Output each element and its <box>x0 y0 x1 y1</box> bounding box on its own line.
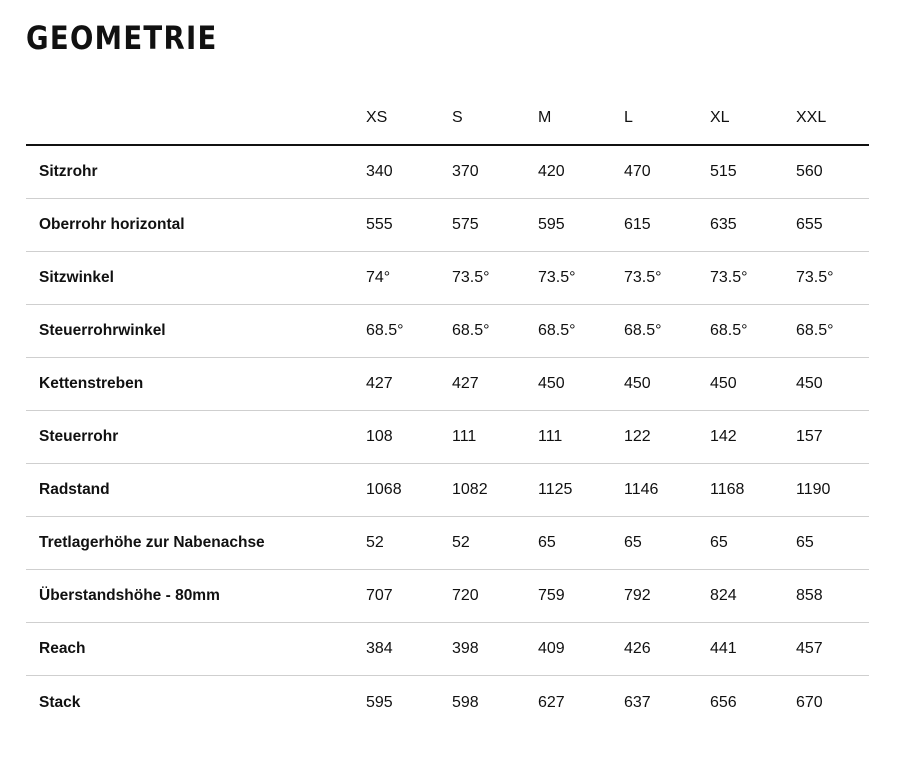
table-cell: 68.5° <box>452 322 490 339</box>
table-cell: 670 <box>796 693 823 711</box>
geometry-table <box>26 92 869 729</box>
table-cell: 792 <box>624 587 651 604</box>
table-cell: 457 <box>796 640 823 657</box>
column-header: XXL <box>796 109 827 126</box>
table-cell: 65 <box>624 534 642 551</box>
row-label: Steuerrohr <box>39 428 119 445</box>
table-row <box>26 199 869 252</box>
table-cell: 450 <box>538 375 565 392</box>
table-cell: 108 <box>366 428 393 445</box>
table-cell: 655 <box>796 216 823 233</box>
table-cell: 555 <box>366 216 393 233</box>
row-label: Oberrohr horizontal <box>39 216 185 233</box>
table-row <box>26 305 869 358</box>
table-cell: 427 <box>366 375 393 392</box>
table-cell: 68.5° <box>796 322 834 339</box>
table-cell: 656 <box>710 693 737 711</box>
table-cell: 157 <box>796 428 823 445</box>
row-label: Sitzwinkel <box>39 269 114 286</box>
table-cell: 858 <box>796 587 823 604</box>
table-row <box>26 623 869 676</box>
table-cell: 759 <box>538 587 565 604</box>
table-cell: 450 <box>624 375 651 392</box>
table-cell: 65 <box>796 534 814 551</box>
table-cell: 575 <box>452 216 479 233</box>
column-header: XS <box>366 109 388 126</box>
table-cell: 615 <box>624 216 651 233</box>
table-row <box>26 411 869 464</box>
table-cell: 68.5° <box>710 322 748 339</box>
row-label: Überstandshöhe - 80mm <box>39 587 220 604</box>
table-cell: 635 <box>710 216 737 233</box>
table-row <box>26 676 869 729</box>
table-cell: 1068 <box>366 481 402 498</box>
table-cell: 595 <box>366 693 393 711</box>
table-cell: 65 <box>538 534 556 551</box>
table-cell: 1190 <box>796 481 831 498</box>
table-cell: 52 <box>366 534 384 551</box>
table-cell: 73.5° <box>796 269 834 286</box>
table-cell: 450 <box>710 375 737 392</box>
table-cell: 340 <box>366 163 393 180</box>
page-title: GEOMETRIE <box>26 19 218 57</box>
table-row <box>26 358 869 411</box>
table-cell: 595 <box>538 216 565 233</box>
row-label: Radstand <box>39 481 110 498</box>
table-cell: 122 <box>624 428 651 445</box>
column-header: XL <box>710 109 730 126</box>
table-row <box>26 464 869 517</box>
table-cell: 1082 <box>452 481 488 498</box>
table-row <box>26 570 869 623</box>
table-cell: 426 <box>624 640 651 657</box>
table-cell: 1168 <box>710 481 745 498</box>
table-cell: 420 <box>538 163 565 180</box>
table-cell: 73.5° <box>710 269 748 286</box>
table-row <box>26 146 869 199</box>
table-cell: 384 <box>366 640 393 657</box>
table-cell: 73.5° <box>538 269 576 286</box>
table-cell: 142 <box>710 428 737 445</box>
table-cell: 68.5° <box>366 322 404 339</box>
table-cell: 441 <box>710 640 737 657</box>
table-cell: 409 <box>538 640 565 657</box>
table-cell: 111 <box>452 428 477 445</box>
table-cell: 68.5° <box>538 322 576 339</box>
table-cell: 68.5° <box>624 322 662 339</box>
column-header: S <box>452 109 463 126</box>
table-cell: 427 <box>452 375 479 392</box>
table-cell: 74° <box>366 269 391 286</box>
row-label: Steuerrohrwinkel <box>39 322 166 339</box>
table-cell: 370 <box>452 163 479 180</box>
table-cell: 450 <box>796 375 823 392</box>
row-label: Stack <box>39 693 81 711</box>
table-cell: 1146 <box>624 481 659 498</box>
table-cell: 637 <box>624 693 651 711</box>
column-header: M <box>538 109 552 126</box>
table-cell: 73.5° <box>624 269 662 286</box>
row-label: Reach <box>39 640 86 657</box>
table-cell: 707 <box>366 587 393 604</box>
table-cell: 515 <box>710 163 737 180</box>
row-label: Sitzrohr <box>39 163 98 180</box>
row-label: Tretlagerhöhe zur Nabenachse <box>39 534 265 551</box>
table-cell: 73.5° <box>452 269 490 286</box>
table-cell: 560 <box>796 163 823 180</box>
table-cell: 398 <box>452 640 479 657</box>
table-cell: 824 <box>710 587 737 604</box>
table-cell: 598 <box>452 693 479 711</box>
table-row <box>26 252 869 305</box>
row-label: Kettenstreben <box>39 375 144 392</box>
table-cell: 627 <box>538 693 565 711</box>
table-cell: 720 <box>452 587 479 604</box>
column-header: L <box>624 109 633 126</box>
table-cell: 1125 <box>538 481 573 498</box>
table-row <box>26 517 869 570</box>
table-cell: 65 <box>710 534 728 551</box>
table-header-row <box>26 92 869 146</box>
table-cell: 52 <box>452 534 470 551</box>
table-cell: 111 <box>538 428 563 445</box>
table-cell: 470 <box>624 163 651 180</box>
